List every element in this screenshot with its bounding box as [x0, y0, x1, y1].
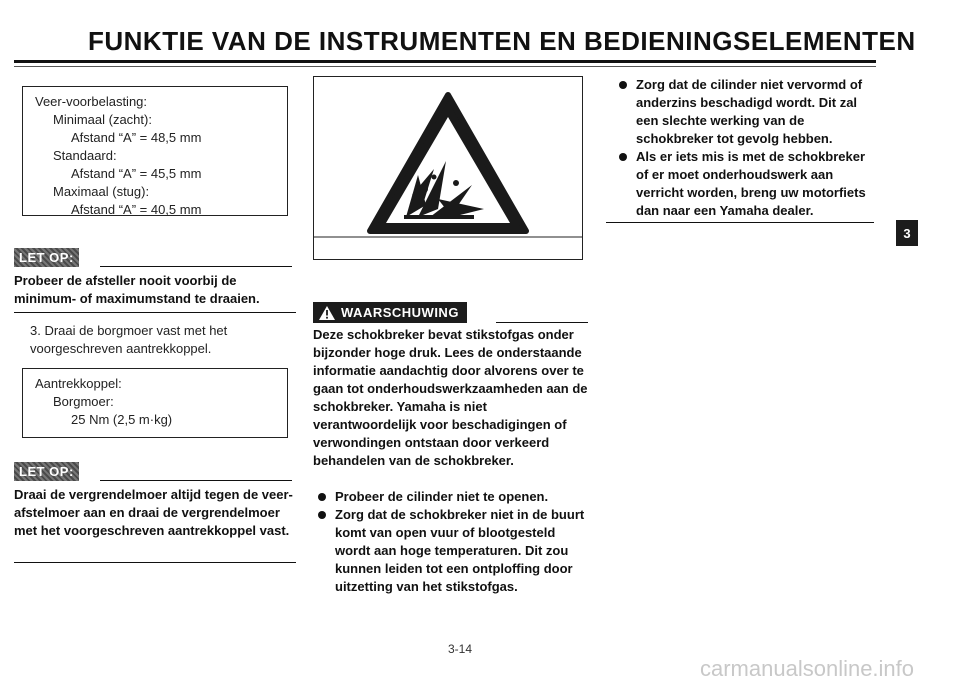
spec-line: Afstand “A” = 40,5 mm [71, 202, 202, 217]
warning-figure [313, 76, 583, 260]
caution-rule-bottom [14, 562, 296, 563]
caution-text: Probeer de afsteller nooit voorbij de minimum- of maximumstand te draaien. [14, 273, 260, 306]
warning-bullets [313, 488, 588, 596]
warning-text: Deze schokbreker bevat stikstofgas onder bijzonder hoge druk. Lees de onderstaande informatie aandachtig door alvorens over te gaan tot onderhoudswerkzaamheden aan de schokbreker. Yamaha is niet verantwoordelijk voor beschadigingen of verwondingen ontstaan door verkeerd behandelen van de schokbreker. [313, 327, 588, 468]
spec-box-torque [22, 368, 288, 438]
explosion-warning-icon [314, 77, 582, 259]
chapter-tab: 3 [896, 220, 918, 246]
list-item: Zorg dat de cilinder niet vervormd of anderzins beschadigd wordt. Dit zal een slechte werking van de schokbreker tot gevolg hebben. [614, 76, 876, 148]
right-rule-bottom [606, 222, 874, 223]
right-bullets [614, 76, 876, 220]
list-item: Als er iets mis is met de schokbreker of er moet onderhoudswerk aan verricht worden, breng uw motorfiets dan naar een Yamaha dealer. [614, 148, 876, 220]
caution-rule-bottom [14, 312, 296, 313]
spec-line: Afstand “A” = 48,5 mm [71, 130, 202, 145]
warning-triangle-icon [319, 306, 335, 320]
spec-line: Afstand “A” = 45,5 mm [71, 166, 202, 181]
warning-label: WAARSCHUWING [341, 305, 459, 320]
title-rule-thin [14, 66, 876, 67]
caution-rule [100, 266, 292, 267]
watermark: carmanualsonline.info [700, 656, 915, 681]
step-3-text: 3. Draai de borgmoer vast met het voorgeschreven aantrekkoppel. [30, 323, 228, 356]
spec-line: Veer-voorbelasting: [35, 94, 148, 109]
caution-badge: LET OP: [14, 462, 79, 481]
list-item: Zorg dat de schokbreker niet in de buurt komt van open vuur of blootgesteld wordt aan hoge temperaturen. Dit zou kunnen leiden tot een ontploffing door uitzetting van het stikstofgas. [313, 506, 588, 596]
page-title: FUNKTIE VAN DE INSTRUMENTEN EN BEDIENINGSELEMENTEN [88, 26, 916, 56]
list-item: Probeer de cilinder niet te openen. [313, 488, 588, 506]
caution-badge: LET OP: [14, 248, 79, 267]
spec-line: Minimaal (zacht): [53, 112, 152, 127]
title-rule [14, 60, 876, 63]
page-number: 3-14 [447, 642, 473, 656]
spec-line: 25 Nm (2,5 m·kg) [71, 412, 173, 427]
caution-text: Draai de vergrendelmoer altijd tegen de veer-afstelmoer aan en draai de vergrendelmoer met het voorgeschreven aantrekkoppel vast. [14, 487, 293, 538]
spec-line: Standaard: [53, 148, 117, 163]
spec-line: Borgmoer: [53, 394, 114, 409]
caution-rule [100, 480, 292, 481]
spec-line: Aantrekkoppel: [35, 376, 122, 391]
spec-line: Maximaal (stug): [53, 184, 150, 199]
warning-badge [313, 302, 467, 323]
warning-rule [496, 322, 588, 323]
spec-box-spring-preload [22, 86, 288, 216]
